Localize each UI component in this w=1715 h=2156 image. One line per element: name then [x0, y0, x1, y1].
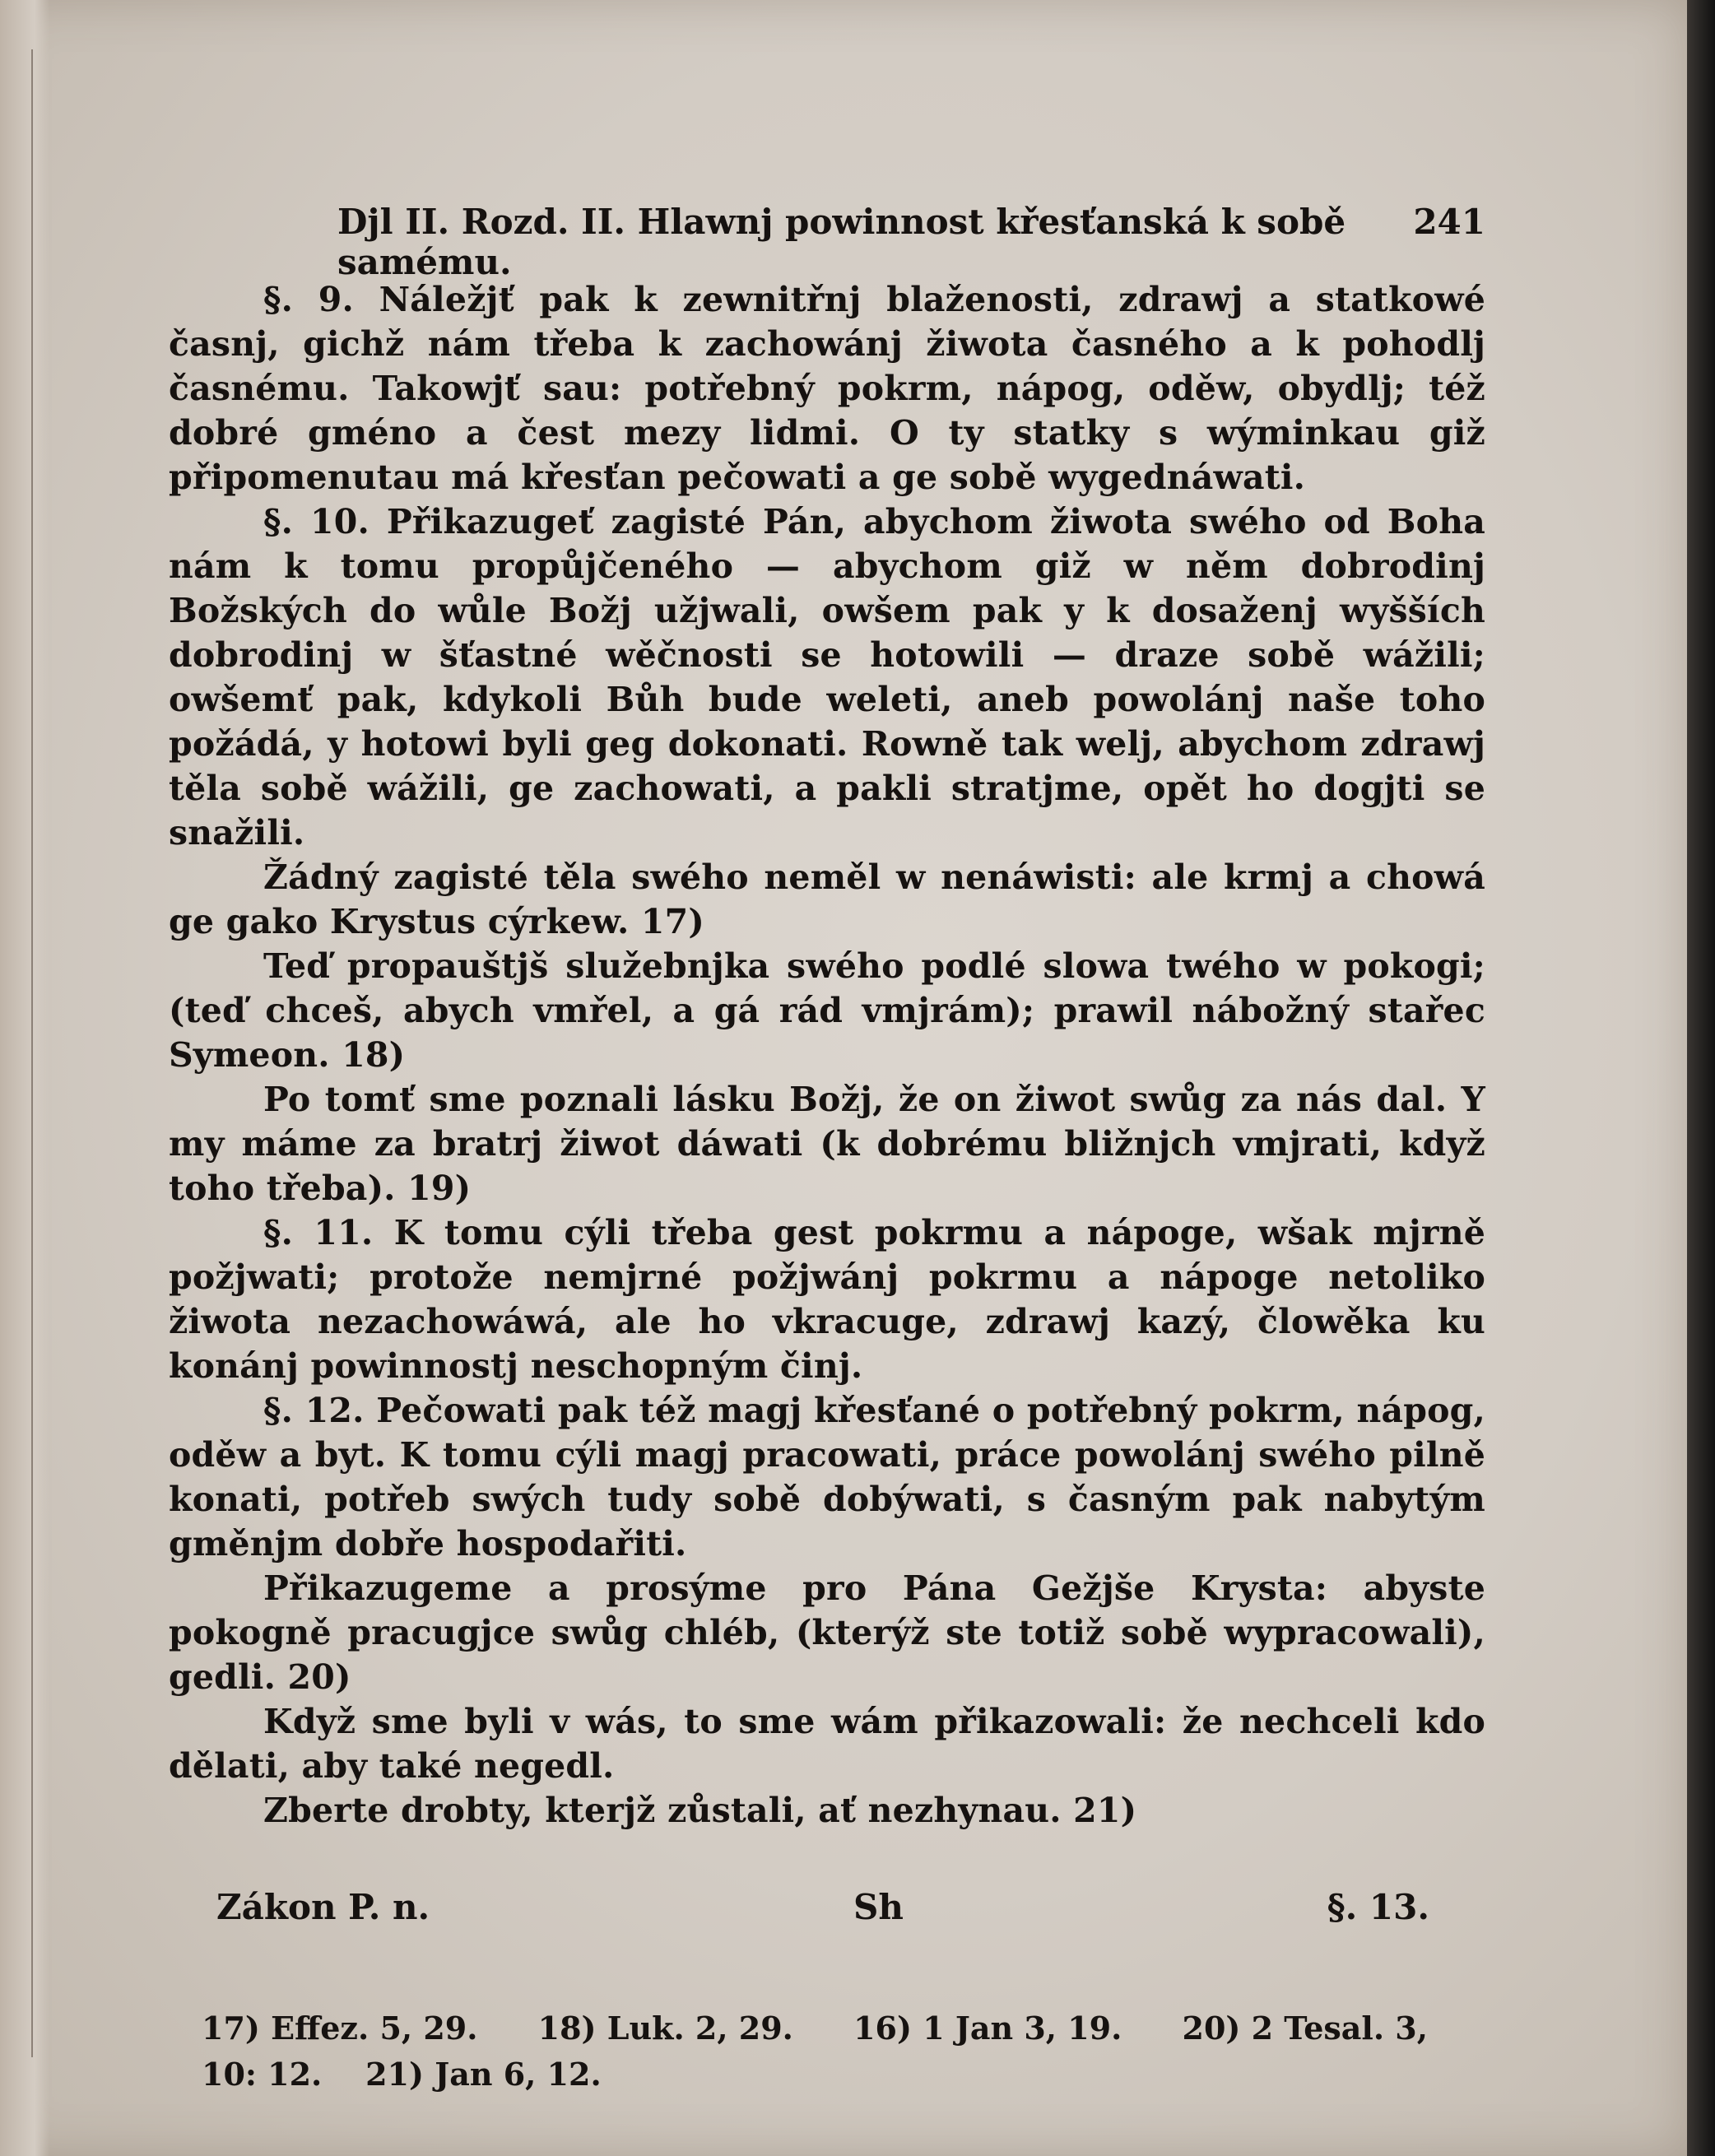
- quote-paragraph: Žádný zagisté těla swého neměl w nenáwisti: ale krmj a chowá ge gako Krystus cýrkew. 17): [169, 857, 1485, 941]
- footnote-row: [202, 2005, 1485, 2051]
- footnote: 21) Jan 6, 12.: [365, 2056, 602, 2093]
- page-number: 241: [1413, 202, 1485, 242]
- catchword-right: §. 13.: [1327, 1887, 1429, 1927]
- footnote: 20) 2 Tesal. 3,: [1182, 2010, 1428, 2047]
- paragraph-section-10: §. 10. Přikazugeť zagisté Pán, abychom žiwota swého od Boha nám k tomu propůjčeného — abychom giž w něm dobrodinj Božských do wůle Božj užjwali, owšem pak y k dosaženj wyšších dobrodinj w šťastné wěčnosti se hotowili — draze sobě wážili; owšemť pak, kdykoli Bůh bude weleti, aneb powolánj naše toho požádá, y hotowi byli geg dokonati. Rowně tak welj, abychom zdrawj těla sobě wážili, ge zachowati, a pakli stratjme, opět ho dogjti se snažili.: [169, 502, 1485, 853]
- paragraph-section-11: §. 11. K tomu cýli třeba gest pokrmu a nápoge, wšak mjrně požjwati; protože nemjrné požjwánj pokrmu a nápoge netoliko žiwota nezachowáwá, ale ho vkracuge, zdrawj kazý, člowěka ku konánj powinnostj neschopným činj.: [169, 1213, 1485, 1386]
- footnote: 10: 12.: [202, 2056, 323, 2093]
- gutter-line: [31, 49, 33, 2057]
- footnote-row: [202, 2051, 1485, 2098]
- body-text: [169, 277, 1485, 1833]
- paragraph-section-12: §. 12. Pečowati pak též magj křesťané o potřebný pokrm, nápog, oděw a byt. K tomu cýli magj pracowati, práce powolánj swého pilně konati, potřeb swých tudy sobě dobýwati, s časným pak nabytým gměnjm dobře hospodařiti.: [169, 1391, 1485, 1564]
- running-title: Djl II. Rozd. II. Hlawnj powinnost křesťanská k sobě samému.: [337, 202, 1346, 282]
- quote-paragraph: Teď propauštjš služebnjka swého podlé slowa twého w pokogi; (teď chceš, abych vmřel, a gá rád vmjrám); prawil nábožný stařec Symeon. 18): [169, 946, 1485, 1075]
- page-footer: [169, 1887, 1485, 1927]
- page-gutter: [0, 0, 49, 2156]
- quote-paragraph: Zberte drobty, kterjž zůstali, ať nezhynau. 21): [263, 1791, 1137, 1830]
- footnote: 17) Effez. 5, 29.: [202, 2010, 478, 2047]
- signature-mark: Sh: [853, 1887, 904, 1927]
- footnote: 18) Luk. 2, 29.: [537, 2010, 793, 2047]
- quote-paragraph: Když sme byli v wás, to sme wám přikazowali: že nechceli kdo dělati, aby také negedl.: [169, 1702, 1485, 1786]
- footnotes: [169, 2005, 1485, 2098]
- quote-paragraph: Přikazugeme a prosýme pro Pána Gežjše Krysta: abyste pokogně pracugjce swůg chléb, (kterýž ste totiž sobě wypracowali), gedli. 20): [169, 1568, 1485, 1697]
- page-edge-shadow: [1687, 0, 1715, 2156]
- page-content: [169, 202, 1485, 2098]
- quote-paragraph: Po tomť sme poznali lásku Božj, že on žiwot swůg za nás dal. Y my máme za bratrj žiwot dáwati (k dobrému bližnjch vmjrati, když toho třeba). 19): [169, 1080, 1485, 1208]
- footnote: 16) 1 Jan 3, 19.: [853, 2010, 1122, 2047]
- running-header: [337, 202, 1485, 282]
- paragraph-section-9: §. 9. Náležjť pak k zewnitřnj blaženosti, zdrawj a statkowé časnj, gichž nám třeba k zachowánj žiwota časného a k pohodlj časnému. Takowjť sau: potřebný pokrm, nápog, oděw, obydlj; též dobré gméno a čest mezy lidmi. O ty statky s wýminkau giž připomenutau má křesťan pečowati a ge sobě wygednáwati.: [169, 280, 1485, 497]
- catchword-left: Zákon P. n.: [216, 1887, 430, 1927]
